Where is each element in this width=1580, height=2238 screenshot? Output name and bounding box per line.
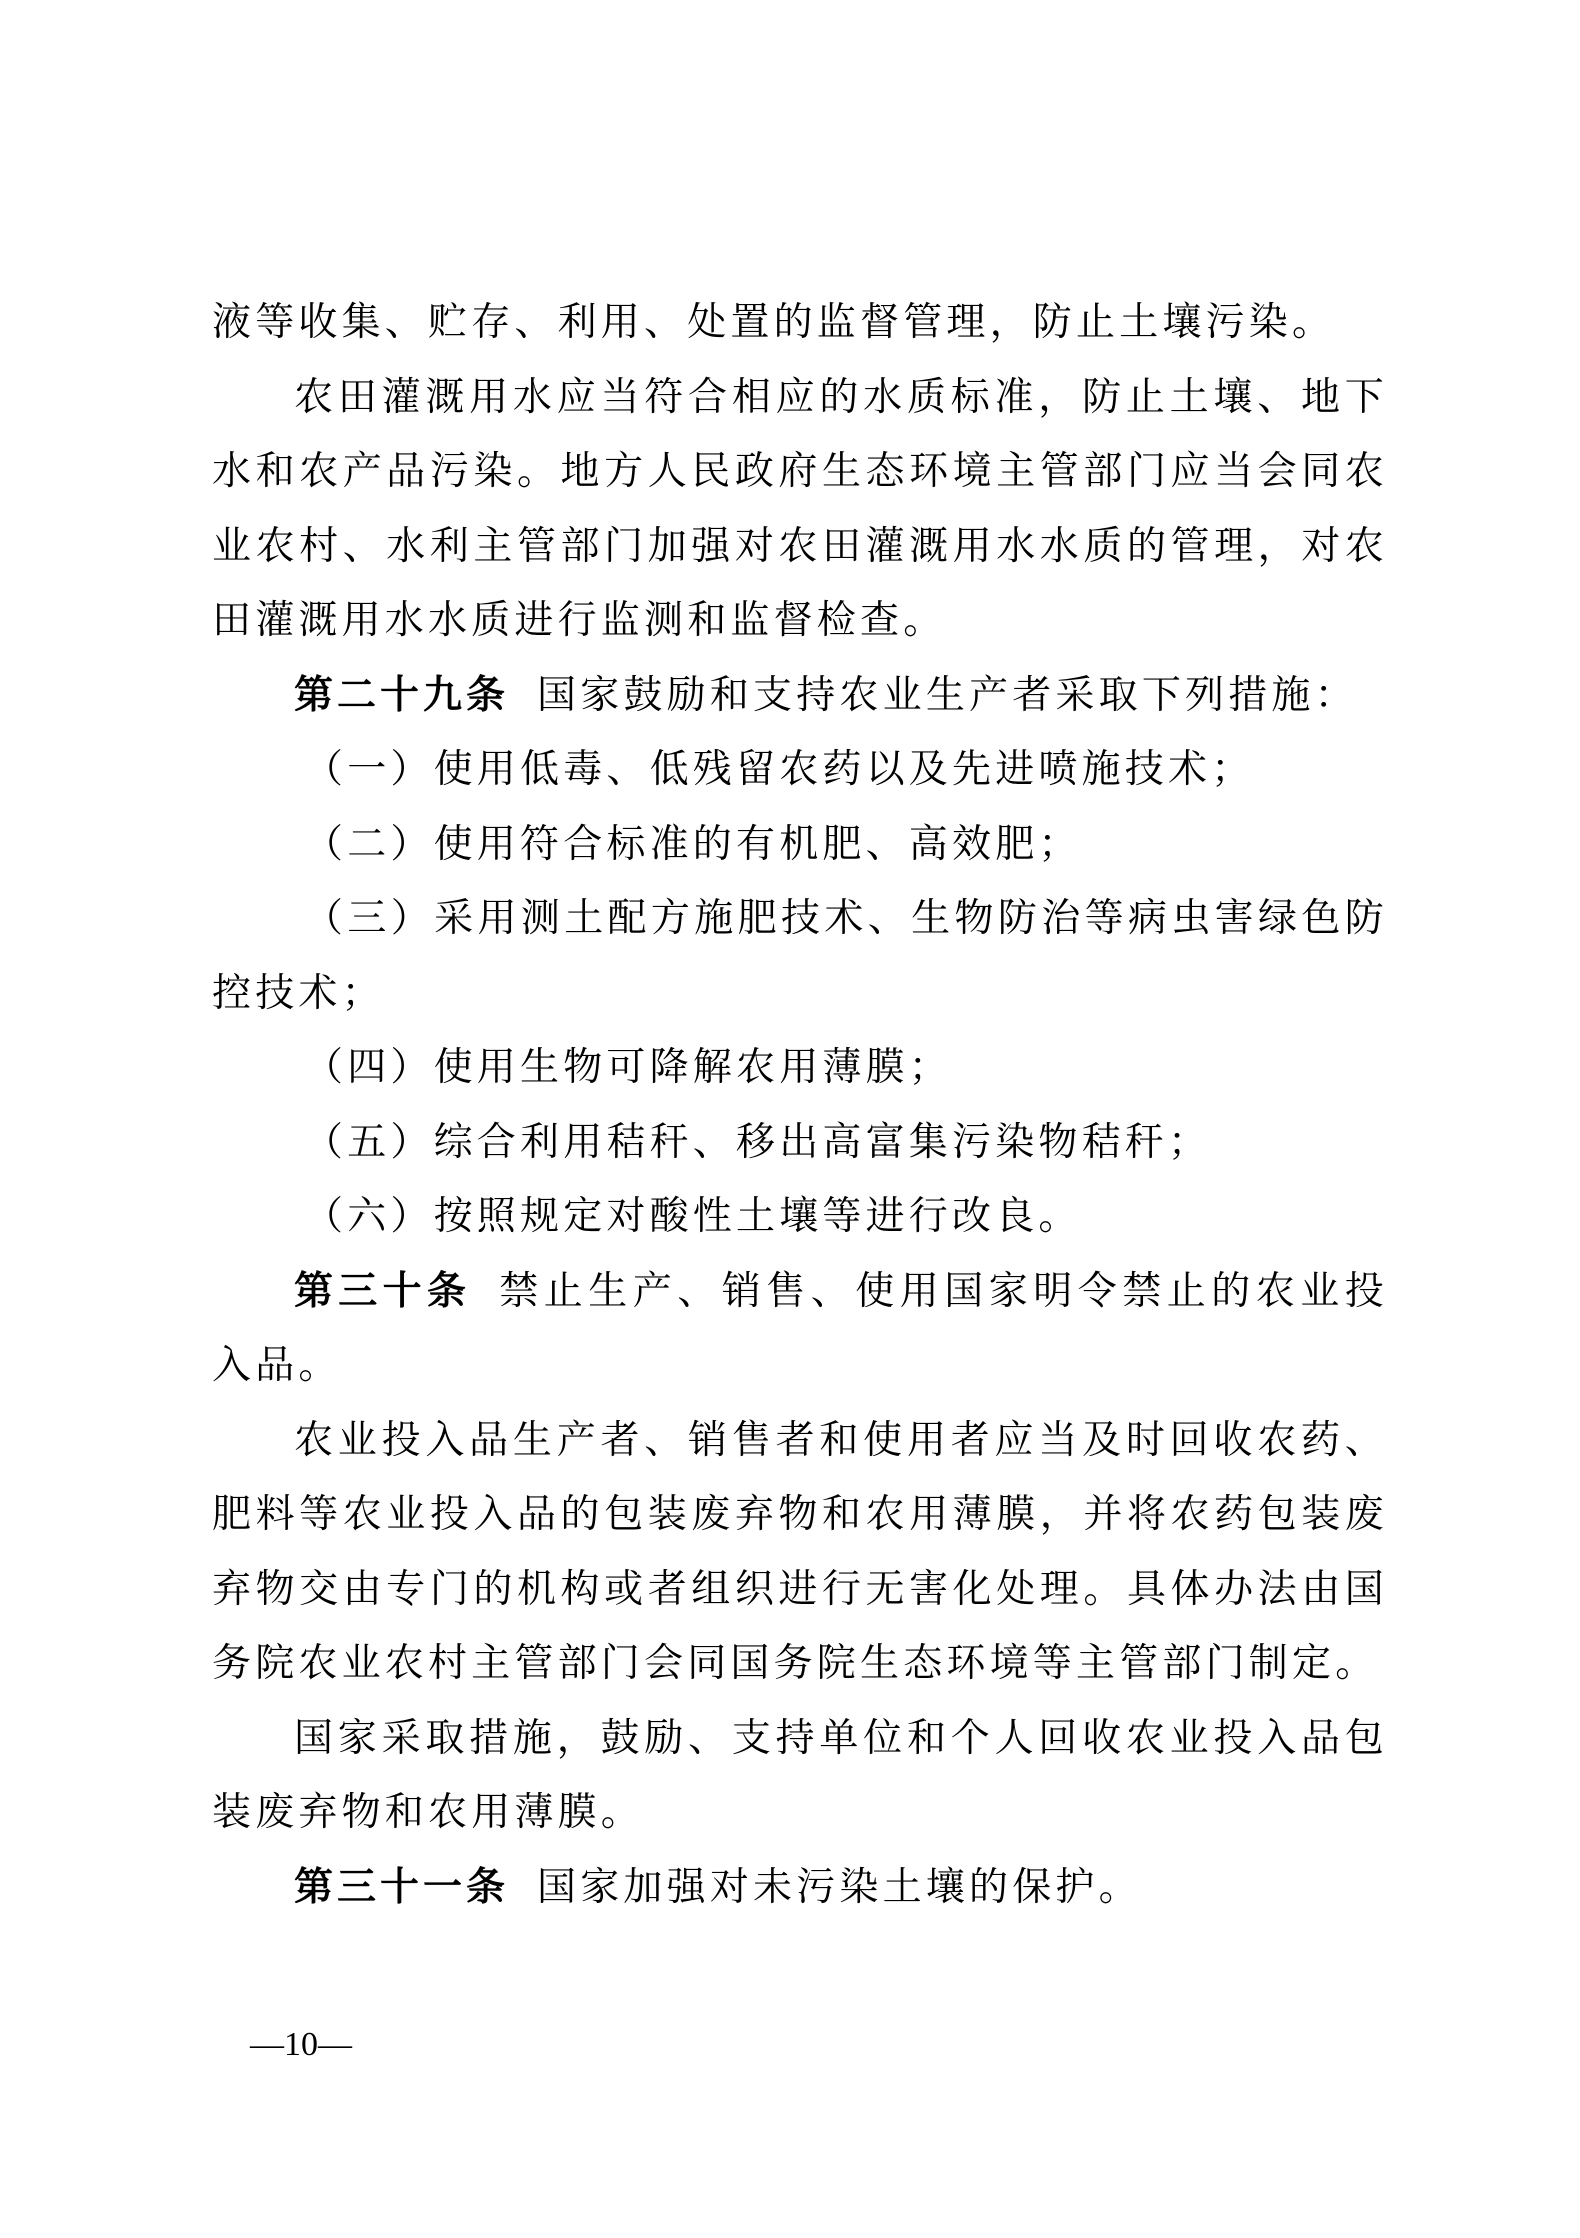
list-item-5: （五）综合利用秸秆、移出高富集污染物秸秆；	[304, 1119, 1212, 1165]
body-text	[212, 286, 1388, 1925]
list-item-2: （二）使用符合标准的有机肥、高效肥；	[304, 821, 1082, 867]
list-item-6: （六）按照规定对酸性土壤等进行改良。	[304, 1194, 1082, 1239]
page-number: —10—	[250, 2026, 352, 2063]
paragraph-packaging-waste: 农业投入品生产者、销售者和使用者应当及时回收农药、肥料等农业投入品的包装废弃物和农用薄膜，并将农药包装废弃物交由专门的机构或者组织进行无害化处理。具体办法由国务院农业农村主管部门会同国务院生态环境等主管部门制定。	[212, 1417, 1388, 1686]
article-30-text: 禁止生产、销售、使用国家明令禁止的农业投入品。	[212, 1268, 1388, 1388]
paragraph-recycling-support: 国家采取措施，鼓励、支持单位和个人回收农业投入品包装废弃物和农用薄膜。	[212, 1715, 1388, 1835]
article-31	[212, 1851, 1388, 1926]
list-item-1: （一）使用低毒、低残留农药以及先进喷施技术；	[304, 747, 1255, 792]
list-item-4: （四）使用生物可降解农用薄膜；	[304, 1045, 953, 1090]
paragraph-continuation: 液等收集、贮存、利用、处置的监督管理，防止土壤污染。	[212, 300, 1336, 345]
list-item-3: （三）采用测土配方施肥技术、生物防治等病虫害绿色防控技术；	[212, 896, 1388, 1016]
paragraph-irrigation-water: 农田灌溉用水应当符合相应的水质标准，防止土壤、地下水和农产品污染。地方人民政府生态环境主管部门应当会同农业农村、水利主管部门加强对农田灌溉用水水质的管理，对农田灌溉用水水质进行监测和监督检查。	[212, 374, 1388, 643]
article-29-text: 国家鼓励和支持农业生产者采取下列措施：	[537, 672, 1358, 718]
article-30	[212, 1255, 1388, 1404]
article-31-text: 国家加强对未污染土壤的保护。	[537, 1864, 1142, 1910]
article-29-title: 第二十九条	[294, 672, 510, 718]
article-29	[212, 659, 1388, 734]
article-30-title: 第三十条	[294, 1268, 472, 1314]
article-31-title: 第三十一条	[294, 1864, 510, 1910]
